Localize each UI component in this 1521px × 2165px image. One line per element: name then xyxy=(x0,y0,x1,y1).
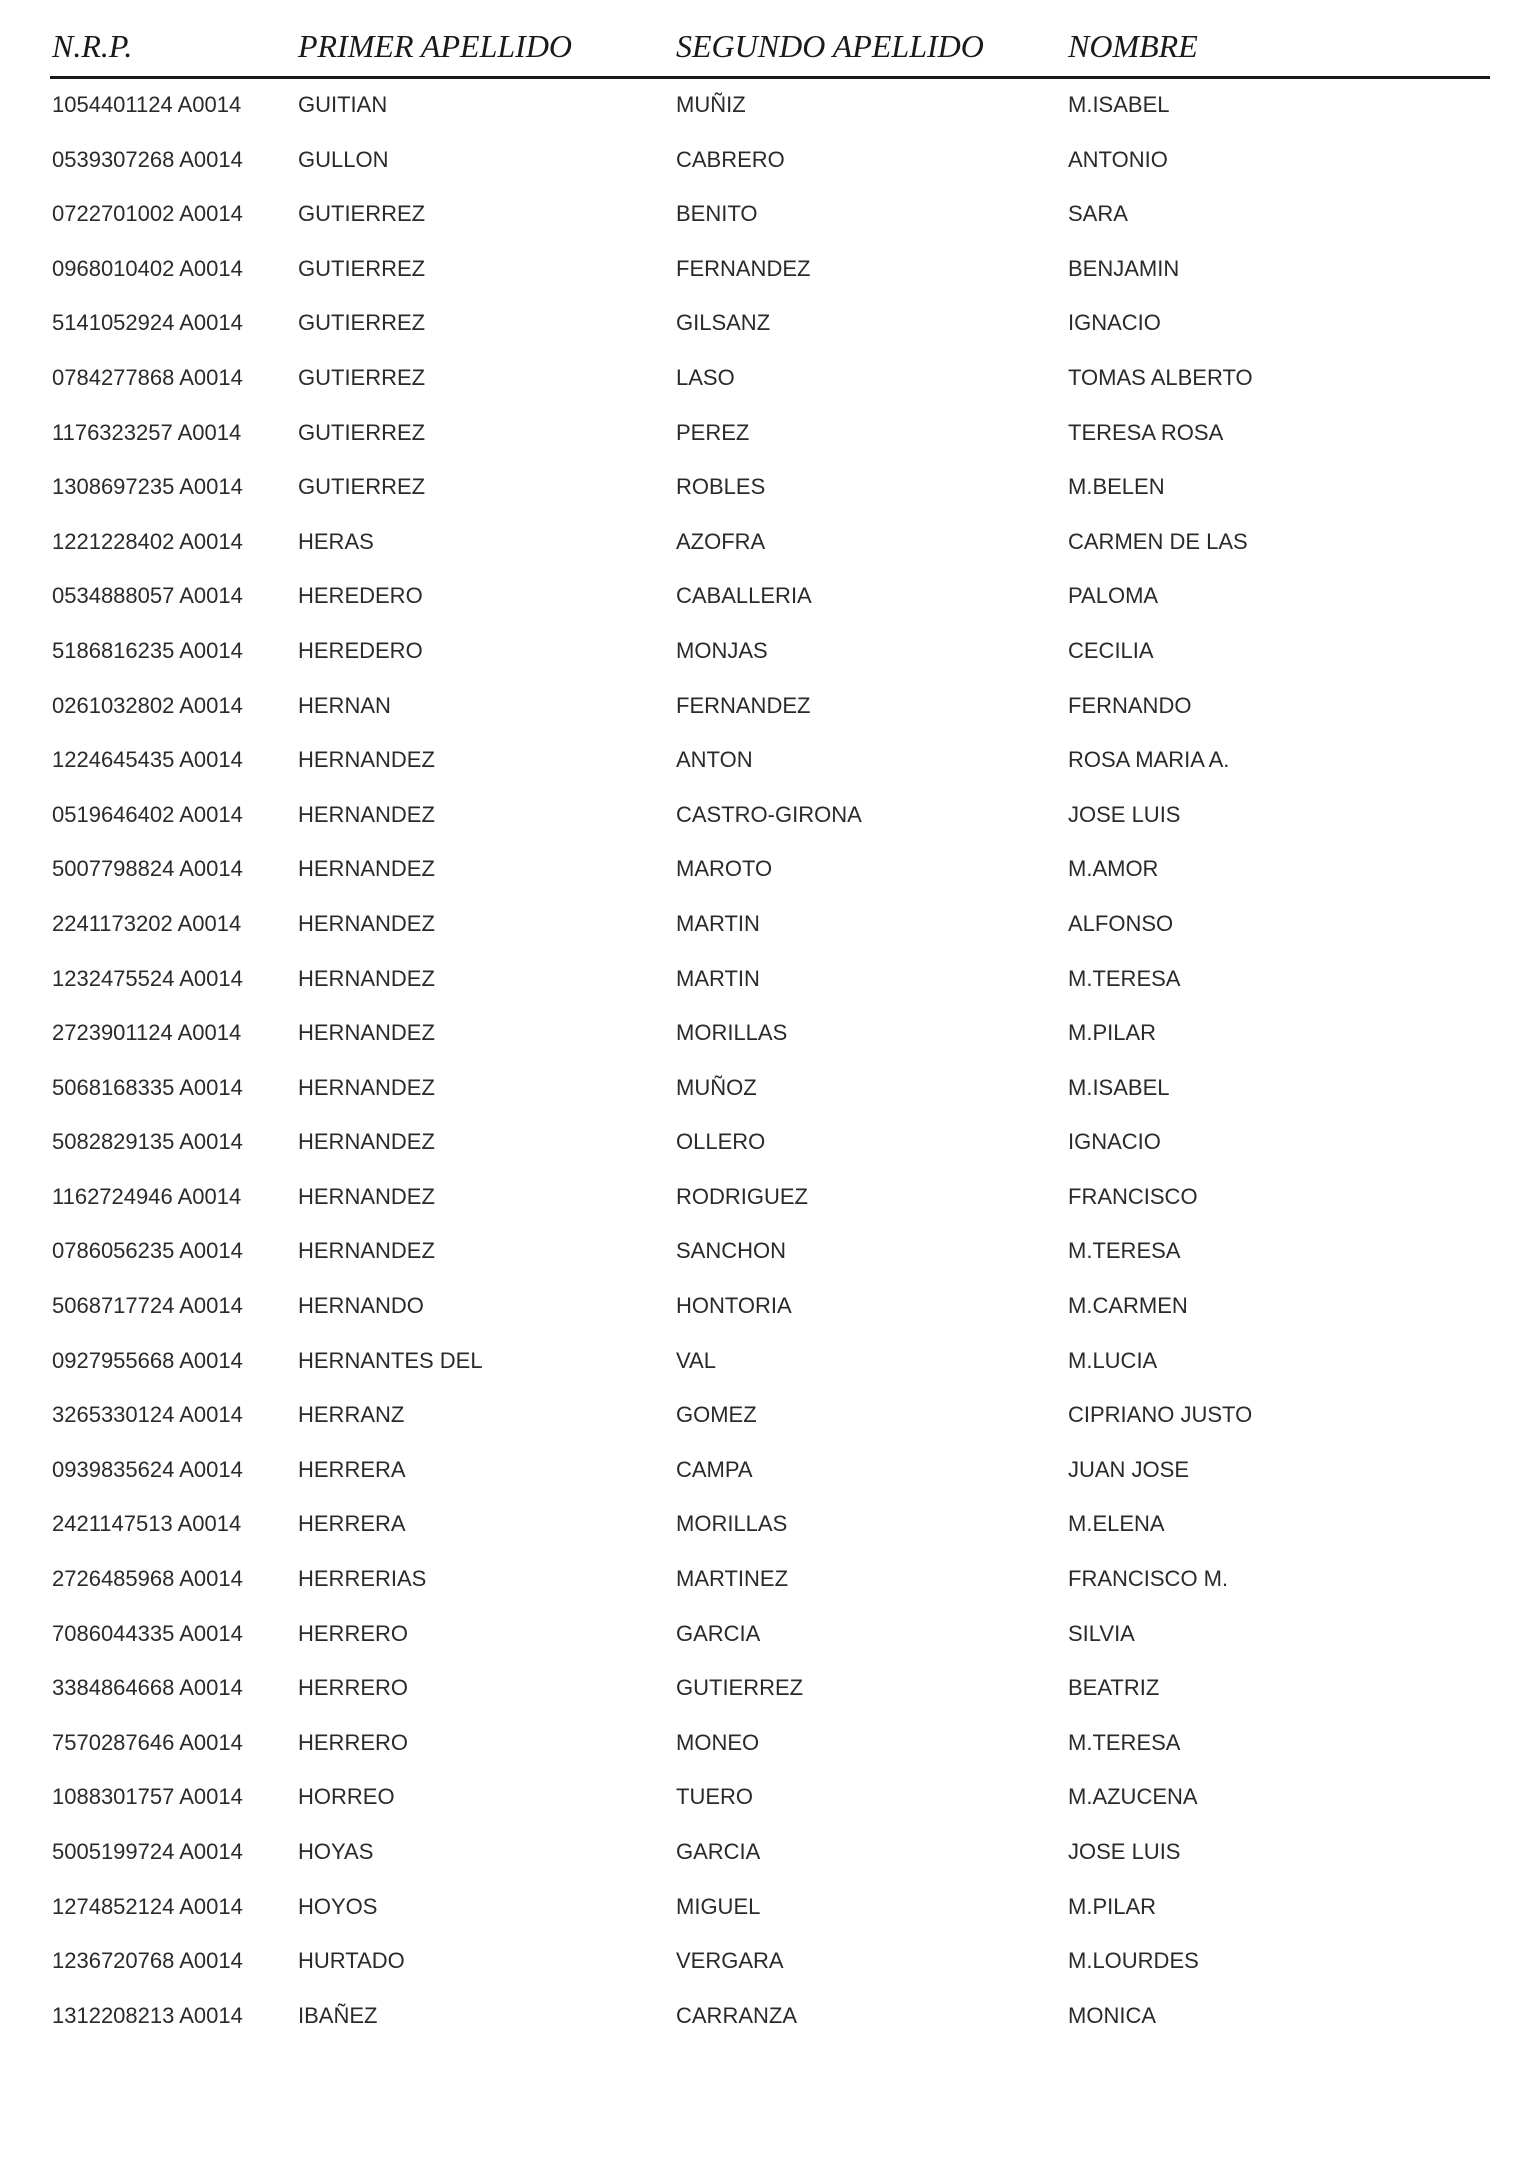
cell-primer-apellido: HORREO xyxy=(298,1784,395,1810)
cell-segundo-apellido: GILSANZ xyxy=(676,310,771,336)
cell-primer-apellido: HERRERO xyxy=(298,1620,409,1646)
cell-nrp: 0968010402 A0014 xyxy=(52,255,243,281)
cell-nrp: 2241173202 A0014 xyxy=(52,910,242,936)
cell-segundo-apellido: MUÑOZ xyxy=(676,1074,757,1100)
cell-primer-apellido: GUITIAN xyxy=(298,92,388,117)
cell-segundo-apellido: GOMEZ xyxy=(676,1402,757,1428)
cell-primer-apellido: HERNANDEZ xyxy=(298,1129,435,1155)
cell-primer-apellido: HERRERA xyxy=(298,1456,406,1482)
table-row xyxy=(0,1075,1521,1130)
cell-primer-apellido: HERNANDEZ xyxy=(298,1074,435,1100)
cell-nombre: ROSA MARIA A. xyxy=(1068,747,1230,773)
cell-nrp: 5005199724 A0014 xyxy=(52,1839,243,1864)
cell-segundo-apellido: VAL xyxy=(676,1347,716,1373)
table-row xyxy=(0,2003,1521,2058)
cell-nrp: 0722701002 A0014 xyxy=(52,201,243,227)
table-row xyxy=(0,1293,1521,1348)
cell-primer-apellido: GUTIERREZ xyxy=(298,201,426,227)
cell-nombre: FRANCISCO M. xyxy=(1068,1566,1229,1592)
cell-segundo-apellido: MIGUEL xyxy=(676,1893,761,1919)
cell-nrp: 1308697235 A0014 xyxy=(52,474,243,500)
cell-nrp: 0784277868 A0014 xyxy=(52,364,243,390)
cell-segundo-apellido: MUÑIZ xyxy=(676,92,746,117)
cell-segundo-apellido: GARCIA xyxy=(676,1620,761,1646)
cell-nrp: 1088301757 A0014 xyxy=(52,1784,243,1810)
cell-nrp: 0939835624 A0014 xyxy=(52,1456,243,1482)
cell-segundo-apellido: CABRERO xyxy=(676,146,785,172)
cell-segundo-apellido: OLLERO xyxy=(676,1129,766,1155)
cell-nombre: SARA xyxy=(1068,201,1128,227)
table-row xyxy=(0,1457,1521,1512)
cell-segundo-apellido: PEREZ xyxy=(676,419,750,445)
table-row xyxy=(0,529,1521,584)
cell-segundo-apellido: GARCIA xyxy=(676,1839,761,1864)
table-row xyxy=(0,201,1521,256)
table-row xyxy=(0,1784,1521,1839)
table-row xyxy=(0,147,1521,202)
table-row xyxy=(0,474,1521,529)
cell-nrp: 1236720768 A0014 xyxy=(52,1948,243,1974)
cell-segundo-apellido: MARTIN xyxy=(676,965,760,991)
cell-segundo-apellido: MORILLAS xyxy=(676,1020,788,1046)
cell-segundo-apellido: HONTORIA xyxy=(676,1293,792,1319)
cell-nrp: 1162724946 A0014 xyxy=(52,1183,242,1209)
cell-nombre: BENJAMIN xyxy=(1068,255,1180,281)
records-list xyxy=(0,92,1521,2057)
cell-nombre: JOSE LUIS xyxy=(1068,1839,1181,1864)
cell-primer-apellido: HERNANDEZ xyxy=(298,747,435,773)
table-row xyxy=(0,92,1521,147)
cell-primer-apellido: HERNANDEZ xyxy=(298,910,435,936)
cell-nombre: JUAN JOSE xyxy=(1068,1456,1190,1482)
table-row xyxy=(0,1129,1521,1184)
cell-segundo-apellido: CARRANZA xyxy=(676,2002,798,2028)
cell-nrp: 3384864668 A0014 xyxy=(52,1675,243,1701)
header-primer-apellido: PRIMER APELLIDO xyxy=(298,28,573,64)
cell-primer-apellido: HERRERO xyxy=(298,1729,409,1755)
cell-nombre: BEATRIZ xyxy=(1068,1675,1160,1701)
cell-nrp: 0539307268 A0014 xyxy=(52,146,243,172)
cell-nrp: 0927955668 A0014 xyxy=(52,1347,243,1373)
cell-segundo-apellido: CASTRO-GIRONA xyxy=(676,801,862,827)
cell-nombre: M.LUCIA xyxy=(1068,1347,1158,1373)
cell-segundo-apellido: ROBLES xyxy=(676,474,766,500)
cell-nrp: 1312208213 A0014 xyxy=(52,2002,243,2028)
cell-segundo-apellido: MONJAS xyxy=(676,637,768,663)
cell-primer-apellido: HERRERIAS xyxy=(298,1566,427,1592)
cell-primer-apellido: GULLON xyxy=(298,146,389,172)
table-row xyxy=(0,365,1521,420)
cell-segundo-apellido: CAMPA xyxy=(676,1456,753,1482)
cell-nrp: 1274852124 A0014 xyxy=(52,1893,243,1919)
cell-segundo-apellido: GUTIERREZ xyxy=(676,1675,804,1701)
table-row xyxy=(0,1020,1521,1075)
cell-nrp: 2723901124 A0014 xyxy=(52,1020,242,1046)
cell-nombre: ANTONIO xyxy=(1068,146,1168,172)
cell-segundo-apellido: MARTINEZ xyxy=(676,1566,789,1592)
cell-nrp: 3265330124 A0014 xyxy=(52,1402,243,1428)
cell-nombre: CARMEN DE LAS xyxy=(1068,528,1248,554)
cell-nombre: PALOMA xyxy=(1068,583,1159,609)
cell-nombre: M.ISABEL xyxy=(1068,1074,1170,1100)
cell-segundo-apellido: MONEO xyxy=(676,1729,760,1755)
cell-segundo-apellido: MARTIN xyxy=(676,910,760,936)
table-row xyxy=(0,1566,1521,1621)
header-rule xyxy=(50,76,1490,79)
cell-nombre: FRANCISCO xyxy=(1068,1183,1198,1209)
cell-nombre: TERESA ROSA xyxy=(1068,419,1224,445)
cell-primer-apellido: HERNANDO xyxy=(298,1293,424,1319)
table-row xyxy=(0,1621,1521,1676)
cell-primer-apellido: GUTIERREZ xyxy=(298,474,426,500)
cell-primer-apellido: GUTIERREZ xyxy=(298,364,426,390)
cell-nombre: M.TERESA xyxy=(1068,965,1181,991)
cell-segundo-apellido: TUERO xyxy=(676,1784,753,1810)
cell-primer-apellido: HEREDERO xyxy=(298,637,423,663)
cell-nombre: TOMAS ALBERTO xyxy=(1068,364,1253,390)
cell-nombre: M.AZUCENA xyxy=(1068,1784,1198,1810)
cell-nrp: 7570287646 A0014 xyxy=(52,1729,243,1755)
cell-nombre: SILVIA xyxy=(1068,1620,1135,1646)
cell-nombre: FERNANDO xyxy=(1068,692,1192,718)
cell-nrp: 5007798824 A0014 xyxy=(52,856,243,882)
cell-primer-apellido: HOYOS xyxy=(298,1893,378,1919)
cell-segundo-apellido: MORILLAS xyxy=(676,1511,788,1537)
cell-nombre: IGNACIO xyxy=(1068,310,1161,336)
cell-segundo-apellido: RODRIGUEZ xyxy=(676,1183,808,1209)
cell-nrp: 5068717724 A0014 xyxy=(52,1293,243,1319)
cell-primer-apellido: IBAÑEZ xyxy=(298,2002,378,2028)
cell-primer-apellido: GUTIERREZ xyxy=(298,419,426,445)
cell-primer-apellido: HERRERA xyxy=(298,1511,406,1537)
cell-nrp: 0519646402 A0014 xyxy=(52,801,243,827)
table-row xyxy=(0,638,1521,693)
cell-segundo-apellido: CABALLERIA xyxy=(676,583,812,609)
cell-nrp: 7086044335 A0014 xyxy=(52,1620,243,1646)
cell-nrp: 1224645435 A0014 xyxy=(52,747,243,773)
cell-nrp: 1176323257 A0014 xyxy=(52,419,242,445)
cell-segundo-apellido: ANTON xyxy=(676,747,753,773)
table-row xyxy=(0,310,1521,365)
cell-nombre: CECILIA xyxy=(1068,637,1154,663)
cell-primer-apellido: HERRERO xyxy=(298,1675,409,1701)
cell-nrp: 5068168335 A0014 xyxy=(52,1074,243,1100)
table-row xyxy=(0,1675,1521,1730)
cell-nombre: MONICA xyxy=(1068,2002,1156,2028)
cell-primer-apellido: HEREDERO xyxy=(298,583,423,609)
cell-nombre: M.TERESA xyxy=(1068,1729,1181,1755)
table-row xyxy=(0,1511,1521,1566)
cell-nombre: M.BELEN xyxy=(1068,474,1165,500)
cell-primer-apellido: GUTIERREZ xyxy=(298,310,426,336)
table-row xyxy=(0,1184,1521,1239)
cell-primer-apellido: HERNANDEZ xyxy=(298,1238,435,1264)
cell-nrp: 1221228402 A0014 xyxy=(52,528,243,554)
cell-primer-apellido: HERNANDEZ xyxy=(298,1183,435,1209)
table-row xyxy=(0,856,1521,911)
cell-nombre: M.LOURDES xyxy=(1068,1948,1199,1974)
table-row xyxy=(0,1238,1521,1293)
cell-nombre: M.AMOR xyxy=(1068,856,1159,882)
cell-segundo-apellido: SANCHON xyxy=(676,1238,787,1264)
cell-segundo-apellido: MAROTO xyxy=(676,856,773,882)
cell-primer-apellido: HERNANTES DEL xyxy=(298,1347,483,1373)
header-nombre: NOMBRE xyxy=(1068,28,1198,64)
cell-segundo-apellido: BENITO xyxy=(676,201,758,227)
table-row xyxy=(0,1894,1521,1949)
cell-primer-apellido: HERNAN xyxy=(298,692,391,718)
cell-primer-apellido: HERNANDEZ xyxy=(298,801,435,827)
cell-nrp: 1232475524 A0014 xyxy=(52,965,243,991)
cell-nrp: 1054401124 A0014 xyxy=(52,92,242,117)
cell-primer-apellido: HERAS xyxy=(298,528,374,554)
cell-nombre: IGNACIO xyxy=(1068,1129,1161,1155)
cell-primer-apellido: HERNANDEZ xyxy=(298,965,435,991)
table-row xyxy=(0,693,1521,748)
cell-segundo-apellido: FERNANDEZ xyxy=(676,255,811,281)
table-row xyxy=(0,1948,1521,2003)
cell-nrp: 2726485968 A0014 xyxy=(52,1566,243,1592)
cell-nrp: 5082829135 A0014 xyxy=(52,1129,243,1155)
cell-nombre: M.PILAR xyxy=(1068,1020,1157,1046)
cell-primer-apellido: GUTIERREZ xyxy=(298,255,426,281)
table-row xyxy=(0,1839,1521,1894)
table-row xyxy=(0,583,1521,638)
cell-nombre: ALFONSO xyxy=(1068,910,1174,936)
cell-segundo-apellido: AZOFRA xyxy=(676,528,766,554)
cell-nombre: JOSE LUIS xyxy=(1068,801,1181,827)
cell-nrp: 0786056235 A0014 xyxy=(52,1238,243,1264)
cell-primer-apellido: HERNANDEZ xyxy=(298,1020,435,1046)
cell-segundo-apellido: FERNANDEZ xyxy=(676,692,811,718)
header-segundo-apellido: SEGUNDO APELLIDO xyxy=(676,28,984,64)
table-row xyxy=(0,256,1521,311)
table-row xyxy=(0,802,1521,857)
cell-nrp: 2421147513 A0014 xyxy=(52,1511,242,1537)
cell-nombre: M.TERESA xyxy=(1068,1238,1181,1264)
header-nrp: N.R.P. xyxy=(52,28,133,64)
cell-segundo-apellido: VERGARA xyxy=(676,1948,784,1974)
cell-primer-apellido: HURTADO xyxy=(298,1948,405,1974)
cell-nrp: 0534888057 A0014 xyxy=(52,583,243,609)
cell-nombre: M.ELENA xyxy=(1068,1511,1165,1537)
cell-nombre: M.PILAR xyxy=(1068,1893,1157,1919)
table-row xyxy=(0,911,1521,966)
table-row xyxy=(0,966,1521,1021)
table-row xyxy=(0,1730,1521,1785)
table-row xyxy=(0,420,1521,475)
cell-primer-apellido: HERRANZ xyxy=(298,1402,405,1428)
cell-segundo-apellido: LASO xyxy=(676,364,735,390)
cell-primer-apellido: HOYAS xyxy=(298,1839,374,1864)
table-row xyxy=(0,747,1521,802)
cell-nrp: 0261032802 A0014 xyxy=(52,692,243,718)
table-row xyxy=(0,1402,1521,1457)
cell-nombre: M.ISABEL xyxy=(1068,92,1170,117)
table-row xyxy=(0,1348,1521,1403)
cell-nrp: 5141052924 A0014 xyxy=(52,310,243,336)
cell-primer-apellido: HERNANDEZ xyxy=(298,856,435,882)
cell-nrp: 5186816235 A0014 xyxy=(52,637,243,663)
cell-nombre: M.CARMEN xyxy=(1068,1293,1188,1319)
cell-nombre: CIPRIANO JUSTO xyxy=(1068,1402,1253,1428)
